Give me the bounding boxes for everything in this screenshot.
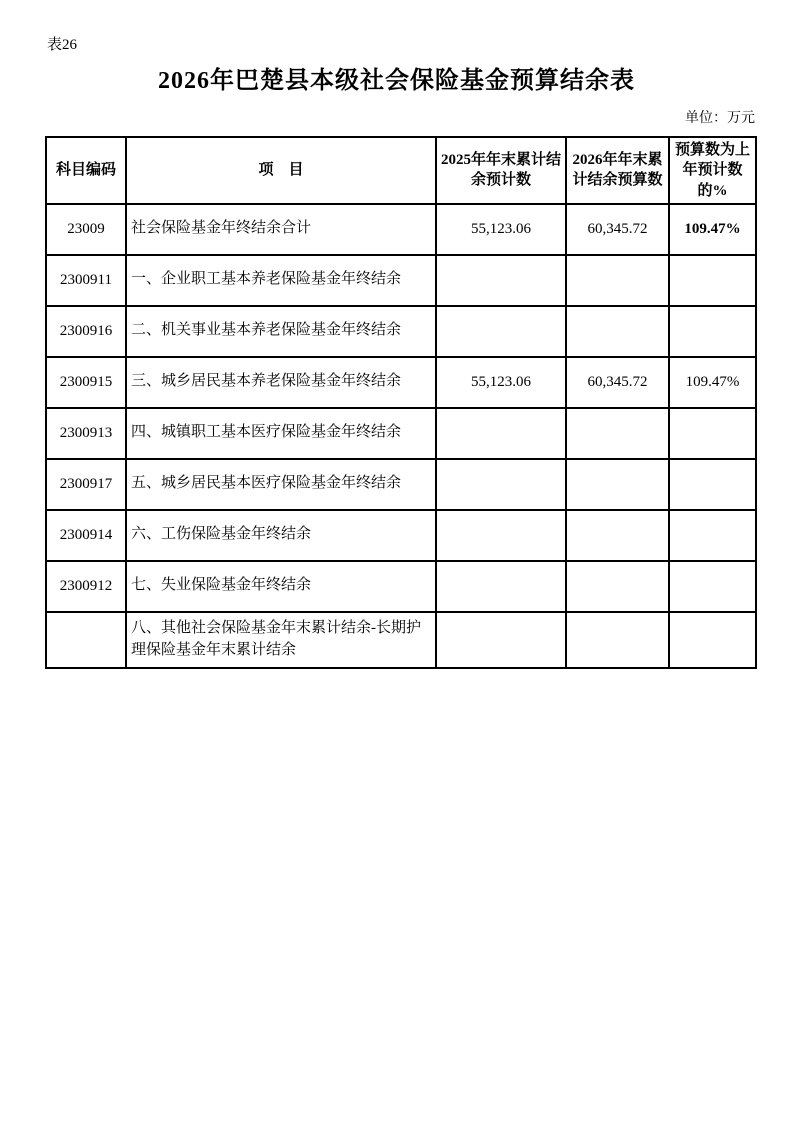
value-2025 [436,510,566,561]
value-percent [669,306,756,357]
unit-note: 单位：万元 [685,111,755,126]
value-2026 [566,306,669,357]
table-row [46,408,756,459]
table-row [46,612,756,668]
table-row [46,510,756,561]
subject-code: 2300914 [46,510,126,561]
subject-code: 2300911 [46,255,126,306]
value-percent [669,510,756,561]
item-name: 三、城乡居民基本养老保险基金年终结余 [126,357,436,408]
subject-code: 23009 [46,204,126,255]
value-percent [669,561,756,612]
item-name: 一、企业职工基本养老保险基金年终结余 [126,255,436,306]
subject-code [46,612,126,668]
sheet-label: 表26 [47,37,78,53]
budget-table-container [45,136,757,669]
subject-code: 2300913 [46,408,126,459]
value-2025 [436,408,566,459]
item-name: 二、机关事业基本养老保险基金年终结余 [126,306,436,357]
budget-table [45,136,757,669]
value-percent [669,459,756,510]
value-2025 [436,255,566,306]
value-2025 [436,459,566,510]
table-row [46,255,756,306]
item-name: 社会保险基金年终结余合计 [126,204,436,255]
col-header-2026: 2026年年末累计结余预算数 [566,137,669,204]
value-2026: 60,345.72 [566,204,669,255]
header-row [46,137,756,204]
table-row [46,357,756,408]
subject-code: 2300917 [46,459,126,510]
table-body [46,204,756,668]
value-2026 [566,459,669,510]
item-name: 五、城乡居民基本医疗保险基金年终结余 [126,459,436,510]
col-header-subject-code: 科目编码 [46,137,126,204]
item-name: 六、工伤保险基金年终结余 [126,510,436,561]
value-2026 [566,255,669,306]
value-2025 [436,612,566,668]
item-name: 四、城镇职工基本医疗保险基金年终结余 [126,408,436,459]
value-2025 [436,561,566,612]
table-row [46,459,756,510]
value-2026 [566,510,669,561]
value-percent: 109.47% [669,357,756,408]
col-header-percent: 预算数为上年预计数的% [669,137,756,204]
value-2026 [566,561,669,612]
table-row [46,204,756,255]
value-percent [669,408,756,459]
value-percent [669,255,756,306]
table-row [46,306,756,357]
col-header-item: 项 目 [126,137,436,204]
value-2026 [566,408,669,459]
subject-code: 2300912 [46,561,126,612]
value-2026 [566,612,669,668]
value-2026: 60,345.72 [566,357,669,408]
table-row [46,561,756,612]
value-2025: 55,123.06 [436,357,566,408]
col-header-2025: 2025年年末累计结余预计数 [436,137,566,204]
subject-code: 2300916 [46,306,126,357]
value-percent: 109.47% [669,204,756,255]
item-name: 八、其他社会保险基金年末累计结余-长期护理保险基金年末累计结余 [126,612,436,668]
item-name: 七、失业保险基金年终结余 [126,561,436,612]
subject-code: 2300915 [46,357,126,408]
value-percent [669,612,756,668]
page-title: 2026年巴楚县本级社会保险基金预算结余表 [158,68,635,94]
value-2025: 55,123.06 [436,204,566,255]
table-header [46,137,756,204]
value-2025 [436,306,566,357]
